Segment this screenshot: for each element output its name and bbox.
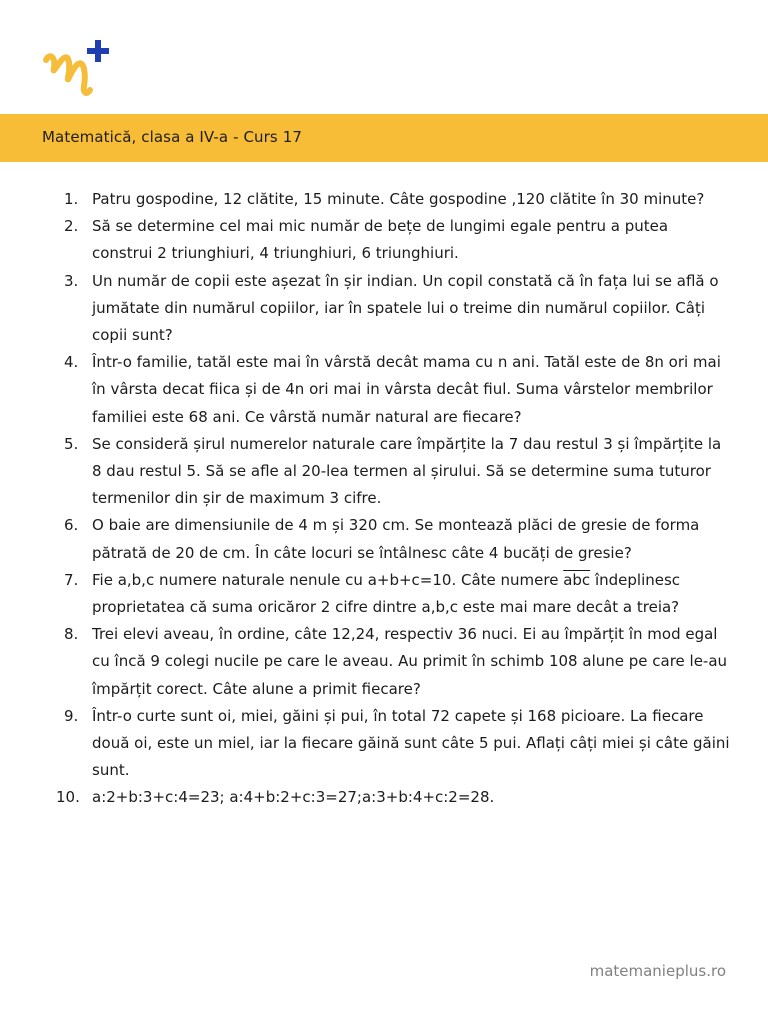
problem-number: 4. xyxy=(64,353,79,372)
overlined-number-abc: $\overline{abc}$ xyxy=(563,570,591,589)
problem-item xyxy=(0,349,732,431)
problem-text-part: Fie a,b,c numere naturale nenule cu a+b+c=10. Câte numere xyxy=(92,570,564,589)
problem-item xyxy=(0,268,732,350)
problem-number: 3. xyxy=(64,271,79,290)
problem-number: 7. xyxy=(64,570,79,589)
problem-item xyxy=(0,621,732,703)
problem-text: Într-o curte sunt oi, miei, găini și pui, în total 72 capete și 168 picioare. La fiecare două oi, este un miel, iar la fiecare găină sunt câte 5 pui. Aflați câți miei și câte găini sunt. xyxy=(92,706,730,780)
problem-item xyxy=(0,213,732,267)
problem-number: 1. xyxy=(64,190,79,208)
problem-number: 8. xyxy=(64,625,79,644)
problem-number: 9. xyxy=(64,706,79,725)
problem-number: 5. xyxy=(64,434,79,453)
footer-site-link[interactable]: matemanieplus.ro xyxy=(589,962,726,980)
logo-squiggle-m xyxy=(46,56,90,93)
problem-number: 10. xyxy=(56,788,80,807)
problem-text: Trei elevi aveau, în ordine, câte 12,24, respectiv 36 nuci. Ei au împărțit în mod egal cu încă 9 colegi nucile pe care le aveau. Au primit în schimb 108 alune pe care le-au împărțit corect. Câte alune a primit fiecare? xyxy=(92,625,728,698)
problem-number: 6. xyxy=(64,516,79,535)
problem-text: a:2+b:3+c:4=23; a:4+b:2+c:3=27;a:3+b:4+c:2=28. xyxy=(92,788,495,807)
problem-item xyxy=(0,784,732,811)
problem-text: Într-o familie, tatăl este mai în vârstă decât mama cu n ani. Tatăl este de 8n ori mai în vârsta decat fiica și de 4n ori mai in vârsta decât fiul. Suma vârstelor membrilor familiei este 68 ani. Ce vârstă număr natural are fiecare? xyxy=(92,353,721,426)
problem-text: Se consideră șirul numerelor naturale care împărțite la 7 dau restul 3 și împărțite la 8 dau restul 5. Să se afle al 20-lea termen al șirului. Să se determine suma tuturor termenilor din șir de maximum 3 cifre. xyxy=(92,434,722,508)
problem-text: O baie are dimensiunile de 4 m și 320 cm. Se montează plăci de gresie de forma pătrată de 20 de cm. În câte locuri se întâlnesc câte 4 bucăți de gresie? xyxy=(92,516,700,562)
problem-text-part: îndeplinesc proprietatea că suma oricăror 2 cifre dintre a,b,c este mai mare decât a treia? xyxy=(92,570,681,617)
logo-plus-horizontal xyxy=(87,48,109,54)
problem-text: Un număr de copii este așezat în șir indian. Un copil constată că în fața lui se află o jumătate din numărul copiilor, iar în spatele lui o treime din numărul copiilor. Câți copii sunt? xyxy=(92,271,719,345)
problem-text: Să se determine cel mai mic număr de bețe de lungimi egale pentru a putea construi 2 triunghiuri, 4 triunghiuri, 6 triunghiuri. xyxy=(92,217,669,263)
course-title: Matematică, clasa a IV-a - Curs 17 xyxy=(42,128,302,146)
problem-item xyxy=(0,703,732,785)
course-banner xyxy=(0,114,768,162)
problem-item xyxy=(0,512,732,566)
matemanie-logo xyxy=(40,38,116,106)
problem-text: Patru gospodine, 12 clătite, 15 minute. Câte gospodine ,120 clătite în 30 minute? xyxy=(92,190,705,208)
problem-list xyxy=(0,186,732,812)
problem-item xyxy=(0,186,732,213)
problem-item xyxy=(0,567,732,621)
problem-number: 2. xyxy=(64,217,79,236)
problem-item xyxy=(0,431,732,513)
